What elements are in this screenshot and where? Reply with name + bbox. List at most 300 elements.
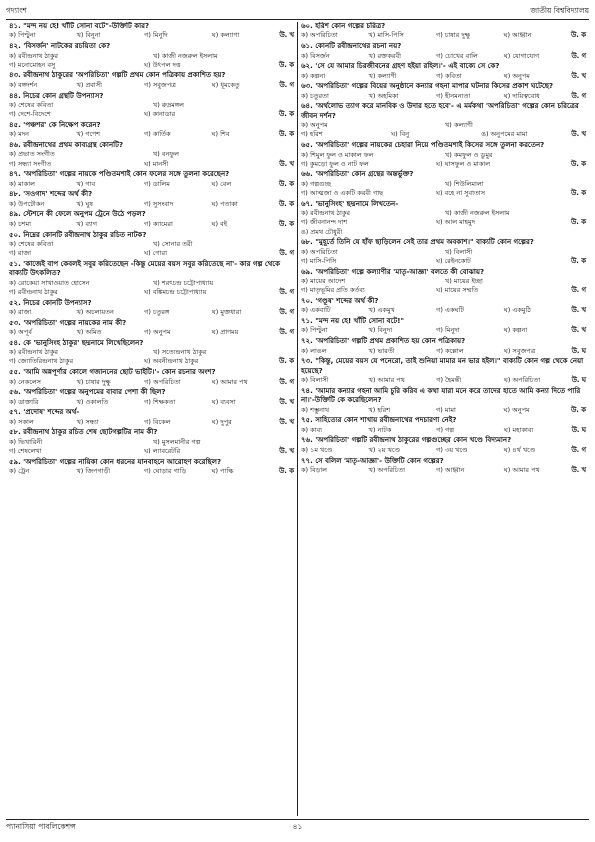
question-text: ৪৯. স্টেশনে কী ফেলে অনুপম ট্রেনে উঠে পড়ল? xyxy=(9,210,146,219)
option: ঘ) শিব xyxy=(211,130,230,139)
option: গ) মিনুদি xyxy=(144,31,168,40)
answer-key: উ. ক xyxy=(279,467,294,476)
header-section-title: গদ্যাংশ xyxy=(6,6,27,15)
option-row xyxy=(9,160,294,169)
answer-key: উ. ঘ xyxy=(571,425,587,434)
option-row xyxy=(9,220,294,229)
option-row xyxy=(301,31,586,40)
option-row xyxy=(9,279,294,288)
question-text: ৪৮. 'সওগাদ' শব্দের অর্থ কী? xyxy=(9,190,93,199)
option: ক) গল্পগুচ্ছ xyxy=(301,179,331,188)
answer-key: উ. গ xyxy=(279,308,295,317)
option: গ) হীনমন্যতা xyxy=(436,91,471,100)
question-item xyxy=(9,339,294,367)
option-row xyxy=(9,200,294,209)
option-row xyxy=(301,92,586,101)
option: ঘ) কানাডার xyxy=(144,110,176,119)
option: ক) ট্রেন xyxy=(9,467,30,476)
option: খ) বিনুনা xyxy=(76,31,101,40)
answer-key: উ. ক xyxy=(571,31,586,40)
question-text: ৭৩. "কিন্তু, মেয়ের বয়স যে পনেরো, তাই শুনিয়া মামার মন ভার হইল।" বাক্যটি কোন গল্প থেকে নেয়া হয়েছে? xyxy=(301,357,584,375)
option: খ) গাব xyxy=(76,179,96,188)
option: গ) অপরিচিতা xyxy=(144,377,181,386)
option: গ) সুসংবাদ xyxy=(144,199,174,208)
option-row xyxy=(301,151,586,160)
option: খ) অপরিচিতা xyxy=(368,465,406,474)
answer-key: উ. ক xyxy=(571,218,586,227)
option-row xyxy=(301,228,586,237)
option: ক) রবীন্দ্রনাথ ঠাকুর xyxy=(301,209,350,218)
answer-key: উ. খ xyxy=(571,306,587,315)
option: ক) মদন xyxy=(9,130,30,139)
option-list xyxy=(301,31,586,40)
option: গ) সবুজপত্র xyxy=(144,80,176,89)
option: গ) শিক্ষকতা xyxy=(144,397,176,406)
question-text: ৫১. 'কাজেই বাপ কেবলই সবুর করিতেছেন -কিন্তু মেয়ের বয়স সবুর করিতেছে না'- কার গল্প থেকে বাক্যটি উৎকলিত? xyxy=(9,259,280,278)
answer-key: উ. খ xyxy=(571,71,587,80)
option: ঘ) পাল্কি xyxy=(211,467,234,476)
question-text: ৭১. "মন্দ নয় হে! খাঁটি সোনা বটে!" xyxy=(301,317,405,326)
option-row xyxy=(9,398,294,407)
answer-key: উ. ক xyxy=(571,256,586,265)
option: ঘ) ঘাসফুল ও মাকাল xyxy=(436,159,491,168)
answer-key: উ. ক xyxy=(571,405,586,414)
option: গ) সন্ধ্যা সংগীত xyxy=(9,159,52,168)
option: খ) কাজী নজরুল ইসলাম xyxy=(445,209,510,218)
option-list xyxy=(301,347,586,356)
option: খ) রুদ্রমঙ্গল xyxy=(153,100,184,109)
question-text: ৫৭. 'প্রদোষ' শব্দের অর্থ- xyxy=(9,408,80,417)
option: খ) অমিত xyxy=(76,328,102,337)
option-row xyxy=(301,347,586,356)
option: ঙ) অনুপমের মামা xyxy=(481,130,528,139)
option: খ) মুসলমানীর গল্প xyxy=(153,437,201,446)
option-row xyxy=(9,81,294,90)
option-row xyxy=(301,209,586,218)
question-text: ৬০. হরিশ কোন গল্পের চরিত্র? xyxy=(301,22,386,30)
question-item xyxy=(301,387,586,415)
option: ক) বিসর্জন xyxy=(301,51,330,60)
question-text: ৬৩. 'অপরিচিতা' গল্পের বিয়ের অনুষ্ঠানে কন্যার গহনা মাপার ঘটনার কিসের প্রকাশ ঘটেছে? xyxy=(301,82,554,91)
option: ক) শেষের কবিতা xyxy=(9,100,54,109)
option: গ) হৈমন্তী xyxy=(436,376,462,385)
option-list xyxy=(9,308,294,317)
option: খ) বনফুল xyxy=(153,150,179,159)
question-text: ৬৫. 'অপরিচিতা' গল্পের নায়কের চেহারা নিয়ে পণ্ডিতমশাই কিসের সঙ্গে তুলনা করতেন? xyxy=(301,141,545,150)
option: ঘ) আমার পথ xyxy=(503,465,540,474)
option: খ) সন্ধ্যা xyxy=(76,417,99,426)
question-text: ৬৪. 'অর্থলোভ ত্যাগ করে মানবিক ও উদার হতে হবে'- এ মর্মকথা 'অপরিচিতা' গল্পের কোন চরিত্রের জীবন দর্শন? xyxy=(301,102,579,120)
question-item xyxy=(301,170,586,198)
option: খ) অচলায়তন xyxy=(76,308,114,317)
question-text: ৬৮. "মুহূর্তে তিনি যে হাঁফ ছাড়িলেন সেই তার প্রথম অবকাশ।" বাক্যটি কোন গল্পের? xyxy=(301,238,534,247)
option: খ) অহমিকা xyxy=(368,91,399,100)
question-text: ৫৪. কে 'ভানুসিংহ ঠাকুর' ছদ্মনামে লিখেছিলেন? xyxy=(9,338,144,347)
option: খ) কমফুল ও ডুমুর xyxy=(445,150,493,159)
option-list xyxy=(301,121,586,139)
question-item xyxy=(9,408,294,427)
question-text: ৬৯. 'অপরিচিতা' গল্পে কল্যাণীর 'মাতৃ-আজ্ঞা' বলতে কী বোঝায়? xyxy=(301,267,485,276)
option: গ) ক্যামেরা xyxy=(144,219,173,228)
option: ঘ) একমুঠি xyxy=(503,306,531,315)
option-list xyxy=(9,150,294,168)
option: খ) মাসি-পিসি xyxy=(368,31,404,40)
option: গ) রবীন্দ্রনাথ ঠাকুর xyxy=(9,287,58,296)
option-row xyxy=(9,110,294,119)
option-list xyxy=(301,151,586,169)
question-text: ৬২. 'সে যে আমার চিরজীবনের গ্রহণ হইয়া রহিল।'- এই বাক্যে সে কে? xyxy=(301,62,500,71)
header-university: জাতীয় বিশ্ববিদ্যালয় xyxy=(530,6,589,15)
header-rule xyxy=(6,19,589,20)
option: গ) শেষলেখা xyxy=(9,447,42,456)
option: গ) আত্মজা ও একটি করবী গাছ xyxy=(301,189,384,198)
option-list xyxy=(9,200,294,209)
option: ক) কাব্য xyxy=(301,425,323,434)
question-columns xyxy=(6,22,589,816)
option-list xyxy=(9,467,294,476)
option-list xyxy=(9,348,294,366)
question-text: ৫২. নিচের কোনটি উপন্যাস? xyxy=(9,298,92,307)
question-item xyxy=(9,388,294,407)
question-text: ৬৬. 'অপরিচিতা' কোন গ্রন্থের অন্তর্ভুক্ত? xyxy=(301,170,414,179)
option: গ) চোখের বালি xyxy=(436,51,478,60)
question-text: ৫৩. 'অপরিচিতা' গল্পের নায়কের নাম কী? xyxy=(9,318,127,327)
option-row xyxy=(301,326,586,335)
option: ক) ডাক্তারি xyxy=(9,397,39,406)
question-item xyxy=(301,62,586,81)
question-item xyxy=(301,42,586,61)
option-row xyxy=(301,218,586,227)
question-item xyxy=(301,416,586,435)
option-row xyxy=(301,257,586,266)
answer-key: উ. খ xyxy=(571,326,587,335)
option: গ) কার্তিক xyxy=(144,130,171,139)
option: ঘ) মায়ের সম্মতি xyxy=(436,286,479,295)
question-item xyxy=(301,82,586,101)
option: গ) ৩য় খণ্ডে xyxy=(436,445,468,454)
option: খ) ব্যাগ xyxy=(76,219,98,228)
option: ক) অপরিচিতা xyxy=(301,247,338,256)
option-row xyxy=(301,180,586,189)
answer-key: উ. ক xyxy=(279,199,294,208)
question-item xyxy=(301,297,586,316)
option: খ) ২য় খণ্ডে xyxy=(368,445,400,454)
option-row xyxy=(301,277,586,286)
option: খ) শিউলিমালা xyxy=(445,179,484,188)
question-text: ৪৫. 'পঞ্চশর' কে নিক্ষেপ করেন? xyxy=(9,120,101,129)
option: গ) ঘোড়ার গাড়ি xyxy=(144,467,187,476)
question-item xyxy=(301,238,586,266)
option-list xyxy=(9,52,294,70)
question-item xyxy=(9,428,294,456)
option-row xyxy=(301,446,586,455)
option-row xyxy=(301,426,586,435)
question-item xyxy=(301,436,586,455)
left-column xyxy=(6,22,297,816)
option-row xyxy=(9,150,294,159)
option: ঘ) কল্পনা xyxy=(503,326,528,335)
option-list xyxy=(301,426,586,435)
answer-key: উ. গ xyxy=(279,80,295,89)
option-row xyxy=(301,52,586,61)
option-row xyxy=(9,467,294,476)
question-text: ৫৯. 'অপরিচিতা' গল্পের নায়িকা কোন ধরনের যানবাহনে আরোহণ করেছিল? xyxy=(9,457,222,466)
option: ঘ) উৎপল দত্ত xyxy=(144,60,181,69)
option-list xyxy=(301,209,586,237)
option: ক) উপঢৌকন xyxy=(9,199,45,208)
answer-key: উ. গ xyxy=(279,328,295,337)
answer-key: উ. খ xyxy=(279,31,295,40)
question-text: ৪৬. রবীন্দ্রনাথের প্রথম কাব্যগ্রন্থ কোনটি? xyxy=(9,140,124,149)
option: ঘ) অপরিচিতা xyxy=(503,376,541,385)
footer-rule xyxy=(6,819,589,820)
option-row xyxy=(9,130,294,139)
option: ঘ) বিনু xyxy=(391,130,410,139)
question-text: ৪৭. 'অপরিচিতা' গল্পের নায়কে পণ্ডিতমশাই কোন ফলের সঙ্গে তুলনা করেছেন? xyxy=(9,170,230,179)
question-item xyxy=(301,317,586,336)
option: ক) রবীন্দ্রনাথ ঠাকুর xyxy=(9,348,58,357)
answer-key: উ. খ xyxy=(279,159,294,168)
option-row xyxy=(9,357,294,366)
option: ক) অনুপম xyxy=(301,121,328,130)
option: ক) অপরিচিতা xyxy=(301,31,338,40)
question-text: ৪৩. রবীন্দ্রনাথ ঠাকুরের 'অপরিচিতা' গল্পটি প্রথম কোন পত্রিকায় প্রকাশিত হয়? xyxy=(9,71,226,80)
option-row xyxy=(301,160,586,169)
option-list xyxy=(9,378,294,387)
option-row xyxy=(9,240,294,249)
option: খ) সোনার তরী xyxy=(153,240,193,248)
question-item xyxy=(9,121,294,140)
option: ঘ) কল্যাণা xyxy=(211,31,240,40)
option-row xyxy=(301,376,586,385)
option: গ) চতুরঙ্গ xyxy=(144,308,170,317)
question-item xyxy=(301,457,586,476)
option-list xyxy=(301,406,586,415)
option: ক) ভিখারিনী xyxy=(9,437,43,446)
option: গ) হরিশ xyxy=(301,130,323,139)
answer-key: উ. ক xyxy=(279,110,294,119)
option-list xyxy=(301,306,586,315)
answer-key: উ. গ xyxy=(279,287,295,296)
option: ঘ) মহাকাব্য xyxy=(503,425,534,434)
question-text: ৪৪. নিচের কোন গ্রন্থটি উপন্যাস? xyxy=(9,91,104,100)
option: ঘ) আহ্বান xyxy=(503,31,532,40)
option-row xyxy=(9,52,294,61)
option: খ) রক্তকরবী xyxy=(368,51,401,60)
option: ক) রাজা xyxy=(9,308,32,317)
answer-key: উ. গ xyxy=(571,91,587,100)
option-list xyxy=(301,277,586,295)
option-list xyxy=(301,180,586,198)
question-text: ৫৮. রবীন্দ্রনাথ ঠাকুর রচিত শেষ ছোটগল্পটির নাম কী? xyxy=(9,428,158,437)
option: গ) কুমড়ো ফুল ও নাট ফল xyxy=(301,159,369,168)
option: ক) ১ম খণ্ডে xyxy=(301,445,333,454)
option: গ) রাজা xyxy=(9,249,32,258)
option: ঘ) ধূমকেতু xyxy=(211,80,240,89)
question-item xyxy=(301,102,586,139)
option: ক) মাকাল xyxy=(9,179,35,188)
answer-key: উ. খ xyxy=(571,130,586,139)
option: ক) চশমা xyxy=(9,219,31,228)
option: ঙ) প্রমথ চৌধুরী xyxy=(301,227,343,236)
question-item xyxy=(9,260,294,297)
answer-key: উ. ক xyxy=(279,60,294,69)
option: খ) জিপগাড়ী xyxy=(76,467,111,476)
question-item xyxy=(301,337,586,356)
question-item xyxy=(9,210,294,229)
option-list xyxy=(9,328,294,337)
answer-key: উ. ক xyxy=(571,189,586,198)
question-text: ৭৫. সাহিত্যের কোন শাখায় রবীন্দ্রনাথের পদচারণা নেই? xyxy=(301,416,457,425)
option-list xyxy=(9,81,294,90)
option-list xyxy=(9,438,294,456)
question-text: ৫০. নিম্নের কোনটি রবীন্দ্রনাথ ঠাকুর রচিত নাটক? xyxy=(9,230,147,239)
option: ক) পিণ্টুনা xyxy=(301,326,328,335)
option: ক) অপূর্ব xyxy=(9,328,32,337)
option-list xyxy=(9,180,294,189)
option: ক) শম্ভুনাথ xyxy=(301,405,330,414)
option-list xyxy=(9,240,294,258)
option: খ) কাজী নজরুল ইসলাম xyxy=(153,51,218,60)
option: ক) শিমুল ফুল ও মাকাল ফল xyxy=(301,150,374,159)
answer-key: উ. খ xyxy=(279,397,295,406)
answer-key: উ. গ xyxy=(571,286,587,295)
option: ক) মায়ের আদেশ xyxy=(301,277,346,286)
option: ঘ) দুপুর xyxy=(211,417,232,426)
option: খ) কল্যাণী xyxy=(368,71,397,80)
option: ক) রোকেয়া সাখাওয়াত হোসেন xyxy=(9,278,90,287)
option: গ) মনোমোহন বসু xyxy=(9,60,56,69)
question-item xyxy=(301,268,586,296)
option: ক) শেষের কবিতা xyxy=(9,240,54,248)
option-row xyxy=(301,306,586,315)
question-item xyxy=(301,357,586,385)
option-list xyxy=(9,130,294,139)
question-item xyxy=(9,92,294,120)
option-list xyxy=(301,248,586,266)
option: ঘ) বেল xyxy=(211,179,232,188)
option: খ) ভারতী xyxy=(368,346,395,355)
answer-key: উ. ক xyxy=(279,179,294,188)
option: খ) আমার পথ xyxy=(368,376,405,385)
option: খ) ঘুষ xyxy=(76,199,93,208)
option: গ) মাতৃভূমির প্রতি কর্তব্য xyxy=(301,286,365,295)
option-row xyxy=(9,378,294,387)
option: গ) গল্প xyxy=(436,425,455,434)
question-text: ৭৪. 'আমার কন্যার গহনা আমি চুরি করিব এ কথা যারা মনে করে তাদের হাতে আমি কন্যা দিতে পারি না।'-উক্তিটি কে করেছিলেন? xyxy=(301,386,581,405)
question-item xyxy=(9,458,294,477)
question-text: ৭২. 'অপরিচিতা' গল্পটি প্রথম প্রকাশিত হয় কোন পত্রিকায়? xyxy=(301,337,466,346)
option: ঘ) ল্যাবরেটরি xyxy=(144,447,181,456)
option: খ) হরিশ xyxy=(368,405,391,414)
question-item xyxy=(301,141,586,169)
option-list xyxy=(301,326,586,335)
question-item xyxy=(301,22,586,41)
option-list xyxy=(301,446,586,455)
option: ক) পিণ্টুনা xyxy=(9,31,36,40)
option: গ) কল্লোল xyxy=(436,346,464,355)
answer-key: উ. গ xyxy=(571,51,587,60)
option: গ) একঘটি xyxy=(436,306,464,315)
option-row xyxy=(9,31,294,40)
option: খ) শরৎচন্দ্র চট্টোপাধ্যায় xyxy=(153,278,214,287)
option: গ) জীবনানন্দ দাশ xyxy=(301,218,348,227)
option: ঘ) রেইনকোট xyxy=(436,256,471,265)
option-list xyxy=(301,92,586,101)
option: ঘ) গোরা xyxy=(144,249,168,258)
page-number: ৪১ xyxy=(292,822,303,831)
option-list xyxy=(9,31,294,40)
option: ক) বঙ্গদর্শন xyxy=(9,80,38,89)
option: ক) বিড়াল xyxy=(301,465,327,474)
question-text: ৪১. "মন্দ নয় হে! খাঁটি সোনা বটে"-উক্তিটি কার? xyxy=(9,22,150,30)
option-row xyxy=(9,418,294,427)
option: ঘ) দায়িত্ববোধ xyxy=(503,91,540,100)
option: ঘ) বই xyxy=(211,219,228,228)
right-column xyxy=(298,22,589,816)
option: ক) একবাটি xyxy=(301,306,331,315)
option: ঘ) বহে না সুবাতাস xyxy=(436,189,486,198)
question-text: ৭৭. সে বলিল 'মাতৃ-আজ্ঞা'- উক্তিটি কোন গল্পের? xyxy=(301,456,444,465)
option: ঘ) প্রাণময় xyxy=(211,328,239,337)
option-row xyxy=(9,180,294,189)
option: ঘ) মানসী xyxy=(144,159,169,168)
question-item xyxy=(9,170,294,189)
option: ঘ) সবুজপত্র xyxy=(503,346,536,355)
answer-key: উ. গ xyxy=(279,249,295,258)
question-item xyxy=(9,141,294,169)
option-row xyxy=(301,189,586,198)
answer-key: উ. খ xyxy=(279,447,294,456)
option: ক) নেকলেস xyxy=(9,377,41,386)
option-list xyxy=(301,72,586,81)
question-item xyxy=(301,200,586,237)
question-item xyxy=(9,299,294,318)
question-text: ৫৫. 'আমি অন্নপূর্ণার কোলে গজাননের ছোট ভাইটি।'- কোন রচনার অংশ? xyxy=(9,368,216,377)
option: খ) ওকালতি xyxy=(76,397,109,406)
option: খ) প্রবাসী xyxy=(76,80,102,89)
option-list xyxy=(301,52,586,61)
option-row xyxy=(9,447,294,456)
answer-key: উ. গ xyxy=(279,377,295,386)
option: গ) মামা xyxy=(436,405,456,414)
question-text: ৭৬. 'অপরিচিতা' গল্পটি রবীন্দ্রনাথ ঠাকুরের গল্পগুচ্ছের কোন খণ্ডে বিদ্যমান? xyxy=(301,436,512,445)
option-row xyxy=(301,466,586,475)
option: খ) একমুখ xyxy=(368,306,395,315)
option-list xyxy=(9,101,294,119)
question-item xyxy=(9,190,294,209)
answer-key: উ. ক xyxy=(571,159,586,168)
answer-key: উ. খ xyxy=(571,465,587,474)
option-row xyxy=(301,406,586,415)
option: ঘ) ৪র্থ খণ্ডে xyxy=(503,445,536,454)
option: ক) কল্পনা xyxy=(301,71,326,80)
option: খ) গণেশ xyxy=(76,130,101,139)
option: খ) বিলাসী xyxy=(445,247,473,256)
option: খ) মায়ের ইচ্ছা xyxy=(445,277,483,286)
option: ঘ) বঙ্কিমচন্দ্র চট্টোপাধ্যায় xyxy=(144,287,207,296)
option: ঘ) মুক্তধারা xyxy=(211,308,242,317)
question-item xyxy=(9,71,294,90)
question-item xyxy=(9,22,294,41)
answer-key: উ. ঘ xyxy=(571,376,587,385)
question-item xyxy=(9,368,294,387)
option: ঘ) যোগাযোগ xyxy=(503,51,540,60)
question-text: ৪২. 'বিসর্জন' নাটকের রচয়িতা কে? xyxy=(9,42,111,51)
answer-key: উ. ক xyxy=(279,219,294,228)
answer-key: উ. খ xyxy=(279,417,295,426)
option-list xyxy=(301,466,586,475)
